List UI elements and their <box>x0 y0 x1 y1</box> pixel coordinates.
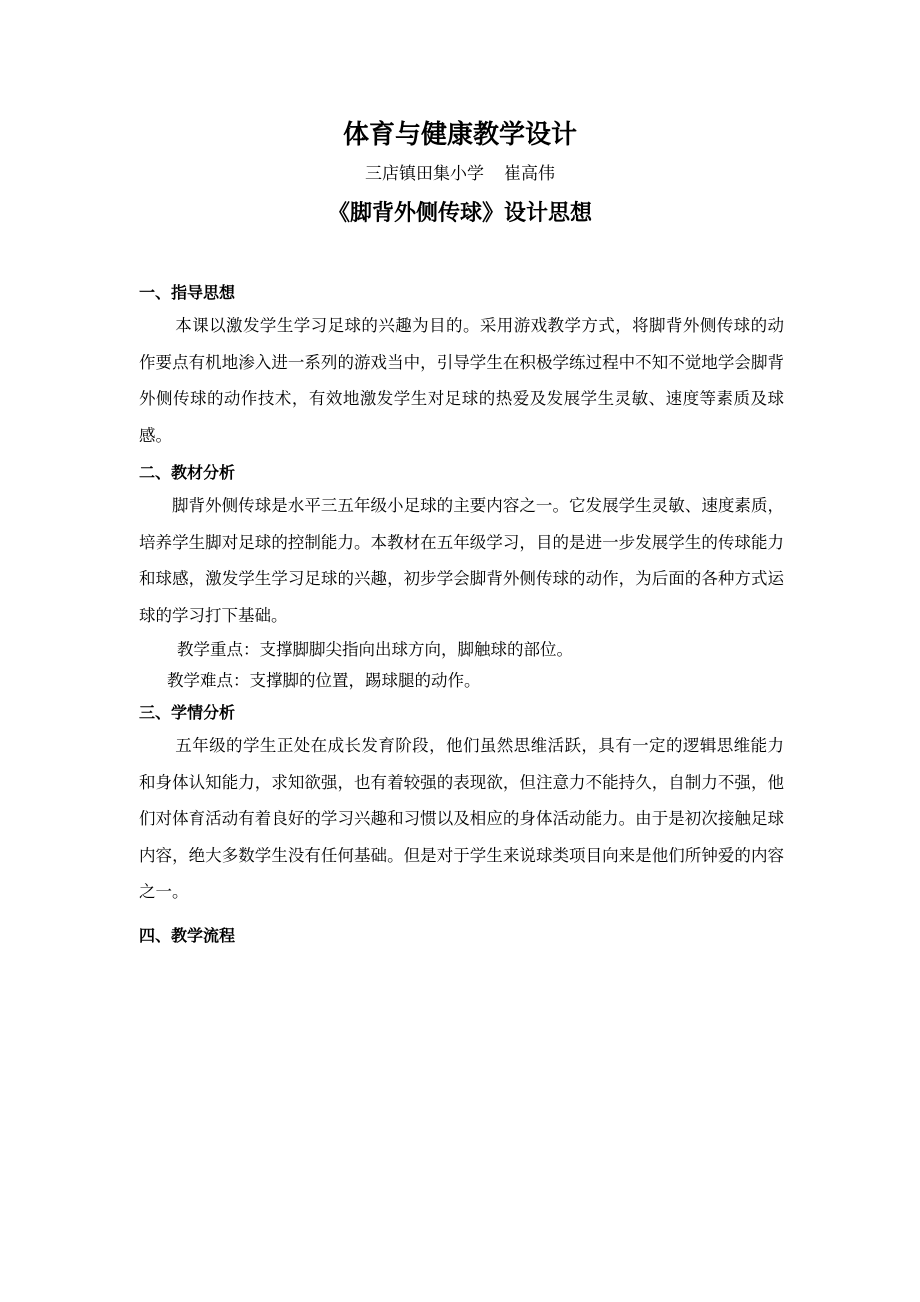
section-body-student-analysis: 五年级的学生正处在成长发育阶段，他们虽然思维活跃，具有一定的逻辑思维能力和身体认知能力，求知欲强，也有着较强的表现欲，但注意力不能持久，自制力不强，他们对体育活动有着良好的学习兴趣和习惯以及相应的身体活动能力。由于是初次接触足球内容，绝大多数学生没有任何基础。但是对于学生来说球类项目向来是他们所钟爱的内容之一。 <box>139 736 784 901</box>
document-body <box>139 280 784 949</box>
author-line <box>0 162 920 186</box>
teaching-difficulty: 教学难点：支撑脚的位置，踢球腿的动作。 <box>167 671 481 690</box>
section-body-guiding-thought: 本课以激发学生学习足球的兴趣为目的。采用游戏教学方式，将脚背外侧传球的动作要点有机地渗入进一系列的游戏当中，引导学生在积极学练过程中不知不觉地学会脚背外侧传球的动作技术，有效地激发学生对足球的热爱及发展学生灵敏、速度等素质及球感。 <box>139 316 784 445</box>
section-heading-guiding-thought: 一、指导思想 <box>139 283 236 302</box>
section-body-material-analysis: 脚背外侧传球是水平三五年级小足球的主要内容之一。它发展学生灵敏、速度素质，培养学生脚对足球的控制能力。本教材在五年级学习，目的是进一步发展学生的传球能力和球感，激发学生学习足球的兴趣，初步学会脚背外侧传球的动作，为后面的各种方式运球的学习打下基础。 <box>139 496 784 625</box>
author-school: 三店镇田集小学 <box>365 164 484 184</box>
author-name: 崔高伟 <box>504 164 555 184</box>
section-heading-material-analysis: 二、教材分析 <box>139 463 236 482</box>
document-title: 体育与健康教学设计 <box>342 120 577 150</box>
teaching-key-point: 教学重点：支撑脚脚尖指向出球方向，脚触球的部位。 <box>177 640 573 659</box>
document-subtitle: 《脚背外侧传球》设计思想 <box>327 201 592 226</box>
section-heading-teaching-process: 四、教学流程 <box>139 925 236 945</box>
section-heading-student-analysis: 三、学情分析 <box>139 703 236 722</box>
